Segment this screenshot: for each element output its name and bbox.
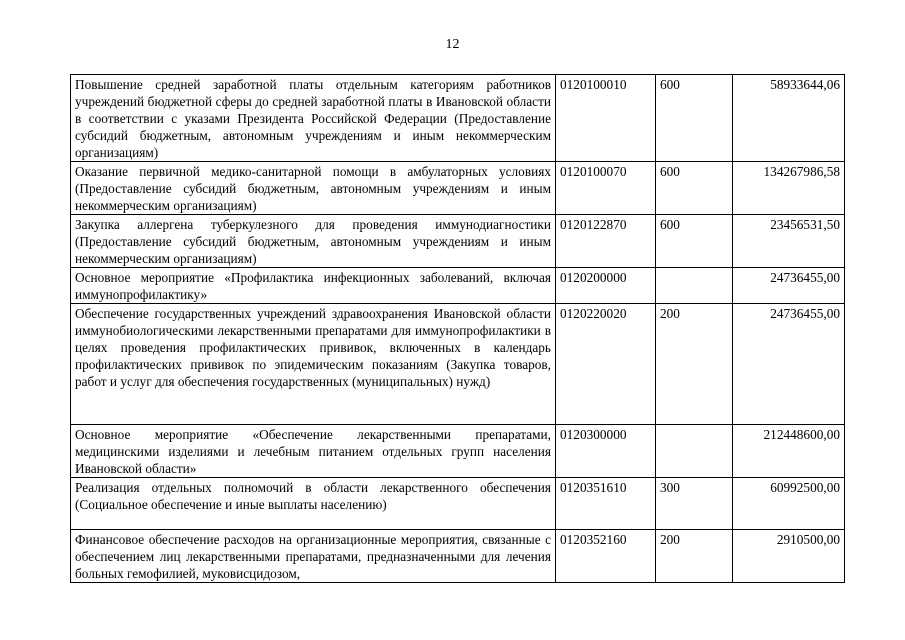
row-description: Основное мероприятие «Обеспечение лекарственными препаратами, медицинскими изделиями и лечебным питанием отдельных групп населения Ивановской области» [71,425,556,478]
row-target-code: 0120351610 [556,478,656,530]
row-target-code: 0120300000 [556,425,656,478]
row-description: Закупка аллергена туберкулезного для проведения иммунодиагностики (Предоставление субсидий бюджетным, автономным учреждениям и иным некоммерческим организациям) [71,215,556,268]
row-target-code: 0120200000 [556,268,656,304]
table-row [71,530,845,583]
budget-table [70,74,845,583]
row-amount: 24736455,00 [733,304,845,425]
row-expense-type: 600 [656,215,733,268]
row-description: Финансовое обеспечение расходов на организационные мероприятия, связанные с обеспечением лиц лекарственными препаратами, предназначенными для лечения больных гемофилией, муковисцидозом, [71,530,556,583]
row-amount: 134267986,58 [733,162,845,215]
row-amount: 60992500,00 [733,478,845,530]
row-expense-type: 600 [656,162,733,215]
row-amount: 58933644,06 [733,75,845,162]
table-row [71,268,845,304]
table-row [71,215,845,268]
table-row [71,162,845,215]
row-target-code: 0120100010 [556,75,656,162]
row-description: Повышение средней заработной платы отдельным категориям работников учреждений бюджетной сферы до средней заработной платы в Ивановской области в соответствии с указами Президента Российской Федерации (Предоставление субсидий бюджетным, автономным учреждениям и иным некоммерческим организациям) [71,75,556,162]
row-target-code: 0120352160 [556,530,656,583]
row-expense-type [656,268,733,304]
row-expense-type: 200 [656,304,733,425]
row-description: Обеспечение государственных учреждений здравоохранения Ивановской области иммунобиологическими лекарственными препаратами для иммунопрофилактики в целях проведения профилактических прививок, включенных в календарь профилактических прививок по эпидемическим показаниям (Закупка товаров, работ и услуг для обеспечения государственных (муниципальных) нужд) [71,304,556,425]
row-expense-type: 300 [656,478,733,530]
table-row [71,478,845,530]
row-target-code: 0120100070 [556,162,656,215]
row-expense-type: 600 [656,75,733,162]
row-amount: 24736455,00 [733,268,845,304]
table-row [71,75,845,162]
row-amount: 23456531,50 [733,215,845,268]
row-amount: 212448600,00 [733,425,845,478]
row-amount: 2910500,00 [733,530,845,583]
table-row [71,425,845,478]
row-expense-type [656,425,733,478]
table-row [71,304,845,425]
row-target-code: 0120220020 [556,304,656,425]
row-expense-type: 200 [656,530,733,583]
page-number: 12 [445,37,460,52]
row-description: Реализация отдельных полномочий в области лекарственного обеспечения (Социальное обеспечение и иные выплаты населению) [71,478,556,530]
row-description: Оказание первичной медико-санитарной помощи в амбулаторных условиях (Предоставление субсидий бюджетным, автономным учреждениям и иным некоммерческим организациям) [71,162,556,215]
row-target-code: 0120122870 [556,215,656,268]
row-description: Основное мероприятие «Профилактика инфекционных заболеваний, включая иммунопрофилактику» [71,268,556,304]
